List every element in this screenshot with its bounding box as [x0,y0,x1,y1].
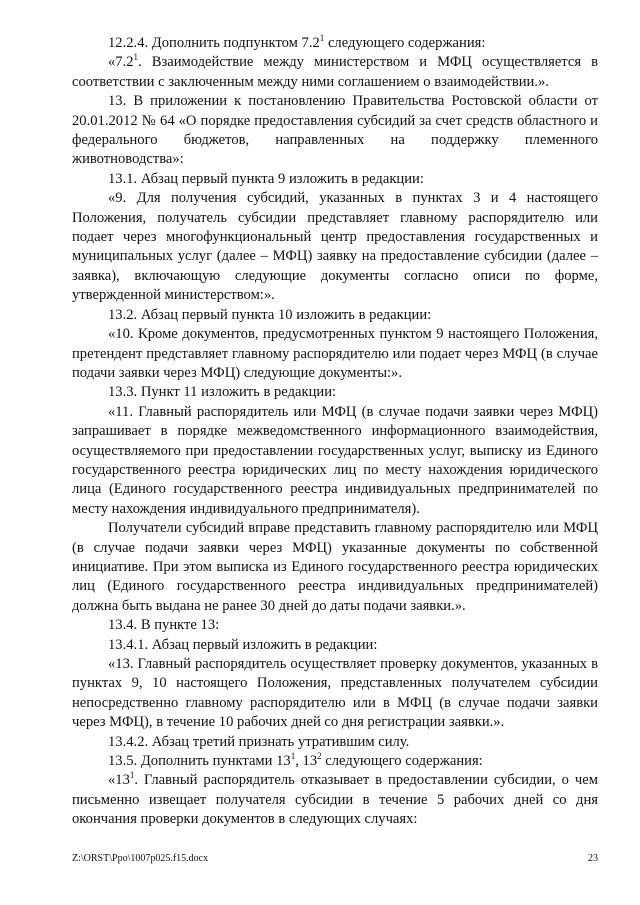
paragraph-13-3: 13.3. Пункт 11 изложить в редакции: [108,384,337,401]
paragraph-quote-10: «10. Кроме документов, предусмотренных пунктом 9 настоящего Положения, претендент представляет главному распорядителю или подает через МФЦ (в случае подачи заявки через МФЦ) следующие документы:». [72,326,598,381]
paragraph-13-1: 13.1. Абзац первый пункта 9 изложить в редакции: [108,170,424,187]
document-page [72,34,598,830]
paragraph-quote-9: «9. Для получения субсидий, указанных в пунктах 3 и 4 настоящего Положения, получатель субсидии представляет главному распорядителю или подает через многофункциональный центр предоставления государственных и муниципальных услуг (далее – МФЦ) заявку на предоставление субсидии (далее – заявка), включающую следующие документы согласно описи по форме, утвержденной министерством:». [72,190,598,304]
paragraph-13: 13. В приложении к постановлению Правительства Ростовской области от 20.01.2012 № 64 «О порядке предоставления субсидий за счет средств областного и федерального бюджетов, направленных на поддержку племенного животноводства»: [72,93,598,168]
paragraph-quote-13: «13. Главный распорядитель осуществляет проверку документов, указанных в пунктах 9, 10 настоящего Положения, представленных получателем субсидии непосредственно главному распорядителю или в МФЦ (в случае подачи заявки через МФЦ), в течение 10 рабочих дней со дня регистрации заявки.». [72,656,598,731]
paragraph-recipients: Получатели субсидий вправе представить главному распорядителю или МФЦ (в случае подачи заявки через МФЦ) указанные документы по собственной инициативе. При этом выписка из Единого государственного реестра юридических лиц (Единого государственного реестра индивидуальных предпринимателей) должна быть выдана не ранее 30 дней до даты подачи заявки.». [72,520,598,614]
page-number: 23 [588,853,598,864]
paragraph-13-5: 13.5. Дополнить пунктами $13^1$, $13^2$ следующего содержания: [108,751,483,770]
file-path: Z:\ORST\Ppo\1007p025.f15.docx [72,853,209,864]
paragraph-13-2: 13.2. Абзац первый пункта 10 изложить в редакции: [108,306,432,323]
paragraph-13-4-2: 13.4.2. Абзац третий признать утратившим силу. [108,733,410,750]
paragraph-13-4-1: 13.4.1. Абзац первый изложить в редакции: [108,636,378,653]
paragraph-quote-11: «11. Главный распорядитель или МФЦ (в случае подачи заявки через МФЦ) запрашивает в порядке межведомственного информационного взаимодействия, осуществляемого при предоставлении государственных услуг, выписку из Единого государственного реестра юридических лиц по месту нахождения юридического лица (Единого государственного реестра индивидуальных предпринимателей по месту нахождения индивидуального предпринимателя). [72,403,598,517]
paragraph-13-4: 13.4. В пункте 13: [108,617,220,634]
paragraph-12-2-4: 12.2.4. Дополнить подпунктом $7.2^1$ следующего содержания: [108,33,486,51]
paragraph-quote-13-1: «$13^1$. Главный распорядитель отказывает в предоставлении субсидии, о чем письменно извещает получателя субсидии в течение 5 рабочих дней со дня окончания проверки документов в следующих случаях: [72,770,598,828]
paragraph-7-2-1: «$7.2^1$. Взаимодействие между министерством и МФЦ осуществляется в соответствии с заключенным между ними соглашением о взаимодействии.». [72,52,598,90]
